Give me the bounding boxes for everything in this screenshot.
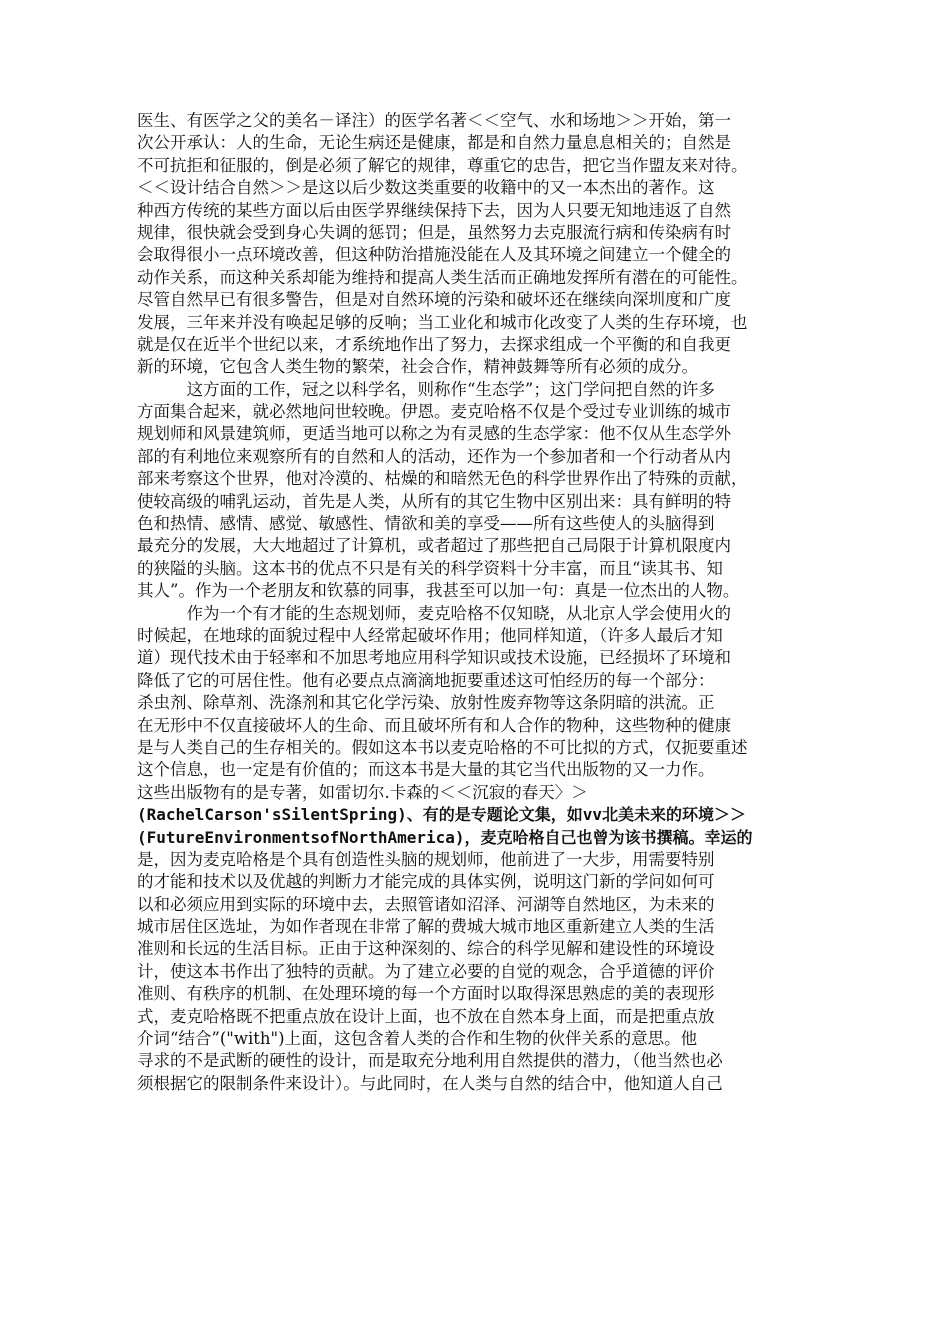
text-line: 发展，三年来并没有唤起足够的反响；当工业化和城市化改变了人类的生存环境，也 xyxy=(137,312,748,332)
text-line: 降低了它的可居住性。他有必要点点滴滴地扼要重述这可怕经历的每一个部分： xyxy=(137,670,715,690)
text-line: 这方面的工作，冠之以科学名，则称作“生态学”；这门学问把自然的许多 xyxy=(137,379,715,399)
text-line: 是与人类自己的生存相关的。假如这本书以麦克哈格的不可比拟的方式，仅扼要重述 xyxy=(137,737,748,757)
text-line: 次公开承认：人的生命，无论生病还是健康，都是和自然力量息息相关的；自然是 xyxy=(137,133,731,153)
text-line: 这些出版物有的是专著，如雷切尔.卡森的＜＜沉寂的春天〉＞ xyxy=(137,782,588,802)
text-line: 尽管自然早已有很多警告，但是对自然环境的污染和破坏还在继续向深圳度和广度 xyxy=(137,290,731,310)
text-line: 准则、有秩序的机制、在处理环境的每一个方面时以取得深思熟虑的美的表现形 xyxy=(137,984,715,1004)
body-text xyxy=(137,110,827,1095)
text-line: 色和热情、感情、感觉、敏感性、情欲和美的享受——所有这些使人的头脑得到 xyxy=(137,514,715,534)
text-line: 动作关系，而这种关系却能为维持和提高人类生活而正确地发挥所有潜在的可能性。 xyxy=(137,267,748,287)
text-line: 式，麦克哈格既不把重点放在设计上面，也不放在自然本身上面，而是把重点放 xyxy=(137,1006,715,1026)
text-line: 作为一个有才能的生态规划师，麦克哈格不仅知晓，从北京人学会使用火的 xyxy=(137,603,731,623)
text-line: (RachelCarson'sSilentSpring)、有的是专题论文集，如vv北美未来的环境＞＞ xyxy=(137,805,746,825)
text-line: 是，因为麦克哈格是个具有创造性头脑的规划师，他前进了一大步，用需要特别 xyxy=(137,849,715,869)
text-line: 在无形中不仅直接破坏人的生命、而且破坏所有和人合作的物种，这些物种的健康 xyxy=(137,715,731,735)
text-line: 种西方传统的某些方面以后由医学界继续保持下去，因为人只要无知地违返了自然 xyxy=(137,200,731,220)
text-line: 以和必须应用到实际的环境中去，去照管诸如沼泽、河湖等自然地区，为未来的 xyxy=(137,894,715,914)
text-line: 会取得很小一点环境改善，但这种防治措施没能在人及其环境之间建立一个健全的 xyxy=(137,245,731,265)
text-line: 医生、有医学之父的美名－译注）的医学名著＜＜空气、水和场地＞＞开始，第一 xyxy=(137,111,731,130)
text-line: 这个信息，也一定是有价值的；而这本书是大量的其它当代出版物的又一力作。 xyxy=(137,760,715,780)
text-line: 准则和长远的生活目标。正由于这种深刻的、综合的科学见解和建设性的环境设 xyxy=(137,939,715,959)
text-line: 其人”。作为一个老朋友和钦慕的同事，我甚至可以加一句：真是一位杰出的人物。 xyxy=(137,581,740,601)
text-line: 杀虫剂、除草剂、洗涤剂和其它化学污染、放射性废弃物等这条阴暗的洪流。正 xyxy=(137,693,715,713)
text-line: 部的有利地位来观察所有的自然和人的活动，还作为一个参加者和一个行动者从内 xyxy=(137,446,731,466)
text-line: 须根据它的限制条件来设计）。与此同时，在人类与自然的结合中，他知道人自己 xyxy=(137,1073,723,1093)
text-line: 计，使这本书作出了独特的贡献。为了建立必要的自觉的观念，合乎道德的评价 xyxy=(137,961,715,981)
text-line: 就是仅在近半个世纪以来，才系统地作出了努力，去探求组成一个平衡的和自我更 xyxy=(137,334,731,354)
text-line: 时候起，在地球的面貌过程中人经常起破坏作用；他同样知道，（许多人最后才知 xyxy=(137,625,723,645)
text-line: 最充分的发展，大大地超过了计算机，或者超过了那些把自己局限于计算机限度内 xyxy=(137,536,731,556)
text-line: 介词“结合”("with")上面，这包含着人类的合作和生物的伙伴关系的意思。他 xyxy=(137,1029,698,1049)
text-line: 规划师和风景建筑师，更适当地可以称之为有灵感的生态学家：他不仅从生态学外 xyxy=(137,424,731,444)
text-line: 使较高级的哺乳运动，首先是人类，从所有的其它生物中区别出来：具有鲜明的特 xyxy=(137,491,731,511)
text-line: ＜＜设计结合自然＞＞是这以后少数这类重要的收籍中的又一本杰出的著作。这 xyxy=(137,178,715,198)
text-line: 部来考察这个世界，他对冷漠的、枯燥的和暗然无色的科学世界作出了特殊的贡献， xyxy=(137,469,748,489)
text-line: (FutureEnvironmentsofNorthAmerica)，麦克哈格自己也曾为该书撰稿。幸运的 xyxy=(137,827,753,847)
text-line: 新的环境，它包含人类生物的繁荣，社会合作，精神鼓舞等所有必须的成分。 xyxy=(137,357,698,377)
text-line: 城市居住区选址，为如作者现在非常了解的费城大城市地区重新建立人类的生活 xyxy=(137,917,715,937)
text-line: 规律，很快就会受到身心失调的惩罚；但是，虽然努力去克服流行病和传染病有时 xyxy=(137,222,731,242)
text-line: 方面集合起来，就必然地问世较晚。伊恩。麦克哈格不仅是个受过专业训练的城市 xyxy=(137,402,731,422)
text-line: 的狭隘的头脑。这本书的优点不只是有关的科学资料十分丰富，而且“读其书、知 xyxy=(137,558,723,578)
text-line: 道）现代技术由于轻率和不加思考地应用科学知识或技术设施，已经损坏了环境和 xyxy=(137,648,731,668)
text-line: 寻求的不是武断的硬性的设计，而是取充分地利用自然提供的潜力，（他当然也必 xyxy=(137,1051,723,1071)
text-line: 不可抗拒和征服的，倒是必须了解它的规律，尊重它的忠告，把它当作盟友来对待。 xyxy=(137,155,748,175)
text-line: 的才能和技术以及优越的判断力才能完成的具体实例，说明这门新的学问如何可 xyxy=(137,872,715,892)
